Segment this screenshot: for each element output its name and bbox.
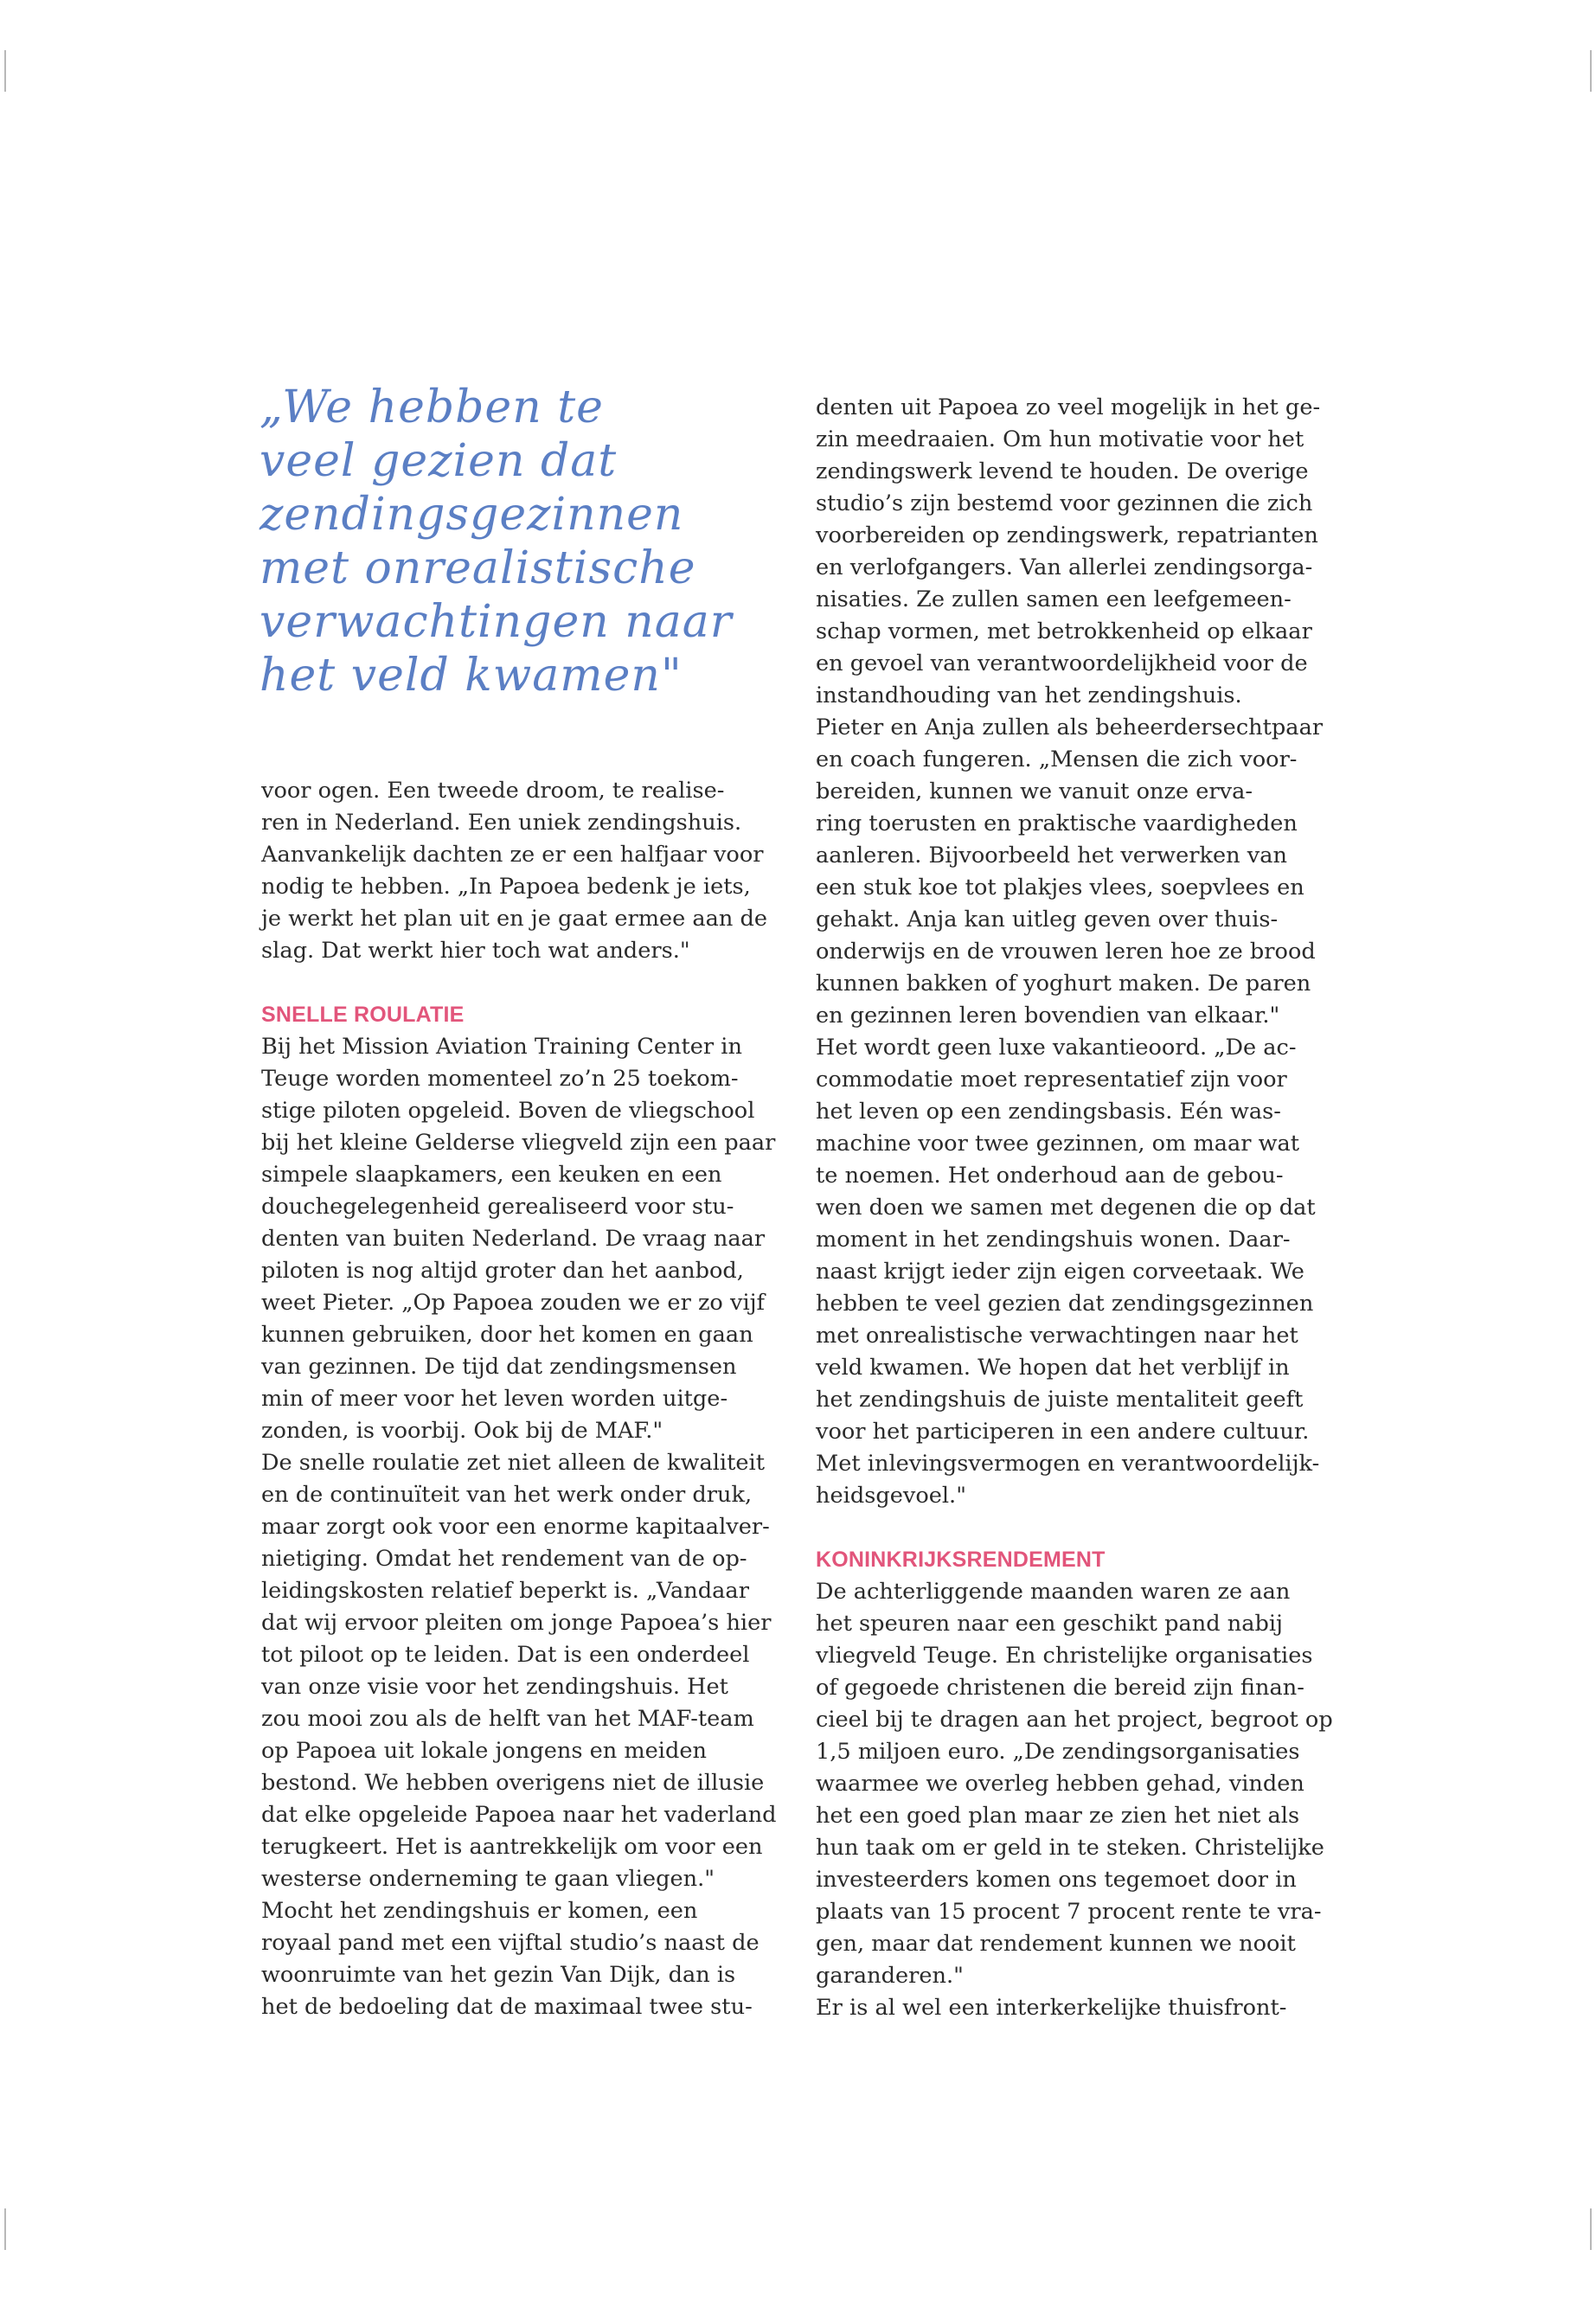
text-line: simpele slaapkamers, een keuken en een <box>261 1162 722 1188</box>
text-line: hun taak om er geld in te steken. Christelijke <box>816 1835 1324 1861</box>
text-line: en gezinnen leren bovendien van elkaar." <box>816 1003 1280 1029</box>
text-line: De snelle roulatie zet niet alleen de kwaliteit <box>261 1450 765 1476</box>
pull-quote-line: met onrealistische <box>260 542 696 594</box>
text-line: Het wordt geen luxe vakantieoord. „De ac- <box>816 1035 1297 1061</box>
text-line: zou mooi zou als de helft van het MAF-team <box>261 1706 754 1732</box>
text-line: voorbereiden op zendingswerk, repatrianten <box>816 522 1318 548</box>
text-line: Er is al wel een interkerkelijke thuisfront- <box>816 1995 1287 2021</box>
text-line: gehakt. Anja kan uitleg geven over thuis- <box>816 907 1279 933</box>
text-line: voor ogen. Een tweede droom, te realise- <box>261 778 725 804</box>
pull-quote-line: zendingsgezinnen <box>260 489 684 541</box>
text-line: nodig te hebben. „In Papoea bedenk je iets, <box>261 874 751 900</box>
text-line: investeerders komen ons tegemoet door in <box>816 1867 1297 1893</box>
text-line: Met inlevingsvermogen en verantwoordelijk- <box>816 1451 1320 1477</box>
text-line: plaats van 15 procent 7 procent rente te vra- <box>816 1899 1322 1925</box>
text-line: het leven op een zendingsbasis. Eén was- <box>816 1099 1281 1125</box>
text-line: terugkeert. Het is aantrekkelijk om voor een <box>261 1834 763 1860</box>
text-line: Aanvankelijk dachten ze er een halfjaar voor <box>261 842 764 868</box>
right-column <box>816 392 1335 2024</box>
text-line: voor het participeren in een andere cultuur. <box>816 1419 1310 1445</box>
text-line: van onze visie voor het zendingshuis. Het <box>261 1674 728 1700</box>
text-line: kunnen gebruiken, door het komen en gaan <box>261 1322 753 1348</box>
text-line: ring toerusten en praktische vaardigheden <box>816 811 1298 836</box>
text-line: 1,5 miljoen euro. „De zendingsorganisaties <box>816 1739 1300 1765</box>
text-line: douchegelegenheid gerealiseerd voor stu- <box>261 1194 734 1220</box>
text-line: dat elke opgeleide Papoea naar het vaderland <box>261 1802 777 1828</box>
text-line: zonden, is voorbij. Ook bij de MAF." <box>261 1418 663 1444</box>
left-section-body <box>261 1031 780 2023</box>
text-line: Mocht het zendingshuis er komen, een <box>261 1898 698 1924</box>
text-line: royaal pand met een vijftal studio’s naast de <box>261 1930 760 1956</box>
text-line: je werkt het plan uit en je gaat ermee aan de <box>261 906 768 932</box>
crop-mark-bottom-right <box>1590 2208 1592 2250</box>
pull-quote-line: het veld kwamen" <box>260 650 683 702</box>
text-line: en coach fungeren. „Mensen die zich voor- <box>816 747 1298 772</box>
text-line: het zendingshuis de juiste mentaliteit geeft <box>816 1387 1304 1413</box>
text-line: zin meedraaien. Om hun motivatie voor het <box>816 426 1304 452</box>
text-line: machine voor twee gezinnen, om maar wat <box>816 1131 1300 1157</box>
pull-quote <box>260 381 779 702</box>
text-line: ren in Nederland. Een uniek zendingshuis. <box>261 810 742 836</box>
paragraph-gap <box>816 1512 1335 1544</box>
text-line: stige piloten opgeleid. Boven de vliegschool <box>261 1098 755 1124</box>
text-line: westerse onderneming te gaan vliegen." <box>261 1866 715 1892</box>
text-line: woonruimte van het gezin Van Dijk, dan is <box>261 1962 736 1988</box>
left-intro-paragraph <box>261 775 780 967</box>
text-line: Bij het Mission Aviation Training Center in <box>261 1034 742 1060</box>
text-line: bij het kleine Gelderse vliegveld zijn een paar <box>261 1130 776 1156</box>
text-line: vliegveld Teuge. En christelijke organisaties <box>816 1643 1313 1669</box>
text-line: slag. Dat werkt hier toch wat anders." <box>261 938 690 964</box>
text-line: weet Pieter. „Op Papoea zouden we er zo vijf <box>261 1290 766 1316</box>
text-line: garanderen." <box>816 1963 964 1989</box>
text-line: denten van buiten Nederland. De vraag naar <box>261 1226 766 1252</box>
text-line: leidingskosten relatief beperkt is. „Vandaar <box>261 1578 749 1604</box>
text-line: hebben te veel gezien dat zendingsgezinnen <box>816 1291 1314 1317</box>
text-line: het een goed plan maar ze zien het niet als <box>816 1803 1300 1829</box>
right-section-body <box>816 1576 1335 2024</box>
text-line: het de bedoeling dat de maximaal twee stu- <box>261 1994 753 2020</box>
pull-quote-line: verwachtingen naar <box>260 596 733 648</box>
text-line: moment in het zendingshuis wonen. Daar- <box>816 1227 1291 1253</box>
right-intro-paragraph <box>816 392 1335 1512</box>
text-line: De achterliggende maanden waren ze aan <box>816 1579 1291 1605</box>
text-line: of gegoede christenen die bereid zijn finan- <box>816 1675 1304 1701</box>
text-line: cieel bij te dragen aan het project, begroot op <box>816 1707 1333 1733</box>
text-line: met onrealistische verwachtingen naar het <box>816 1323 1298 1349</box>
text-line: en gevoel van verantwoordelijkheid voor de <box>816 651 1308 676</box>
crop-mark-bottom-left <box>4 2208 6 2250</box>
text-line: nisaties. Ze zullen samen een leefgemeen- <box>816 586 1292 612</box>
text-line: min of meer voor het leven worden uitge- <box>261 1386 728 1412</box>
text-line: piloten is nog altijd groter dan het aanbod, <box>261 1258 744 1284</box>
text-line: onderwijs en de vrouwen leren hoe ze brood <box>816 939 1316 965</box>
crop-mark-top-right <box>1590 50 1592 92</box>
pull-quote-line: veel gezien dat <box>260 435 618 487</box>
text-line: en verlofgangers. Van allerlei zendingsorga- <box>816 554 1313 580</box>
section-heading-snelle-roulatie: SNELLE ROULATIE <box>261 1003 465 1027</box>
text-line: maar zorgt ook voor een enorme kapitaalver- <box>261 1514 770 1540</box>
text-line: aanleren. Bijvoorbeeld het verwerken van <box>816 843 1287 868</box>
text-line: denten uit Papoea zo veel mogelijk in het ge- <box>816 394 1321 420</box>
text-line: te noemen. Het onderhoud aan de gebou- <box>816 1163 1284 1189</box>
text-line: bestond. We hebben overigens niet de illusie <box>261 1770 765 1796</box>
paragraph-gap <box>261 967 780 999</box>
text-line: Pieter en Anja zullen als beheerdersechtpaar <box>816 715 1324 740</box>
text-line: nietiging. Omdat het rendement van de op- <box>261 1546 747 1572</box>
text-line: bereiden, kunnen we vanuit onze erva- <box>816 779 1253 804</box>
text-line: waarmee we overleg hebben gehad, vinden <box>816 1771 1304 1797</box>
text-line: zendingswerk levend te houden. De overige <box>816 458 1309 484</box>
section-heading-koninkrijksrendement: KONINKRIJKSRENDEMENT <box>816 1548 1106 1572</box>
text-line: commodatie moet representatief zijn voor <box>816 1067 1287 1093</box>
text-line: instandhouding van het zendingshuis. <box>816 683 1242 708</box>
text-line: wen doen we samen met degenen die op dat <box>816 1195 1316 1221</box>
text-line: studio’s zijn bestemd voor gezinnen die zich <box>816 490 1313 516</box>
pull-quote-line: „We hebben te <box>260 381 604 433</box>
text-line: schap vormen, met betrokkenheid op elkaar <box>816 619 1312 644</box>
text-line: dat wij ervoor pleiten om jonge Papoea’s hier <box>261 1610 772 1636</box>
text-line: tot piloot op te leiden. Dat is een onderdeel <box>261 1642 750 1668</box>
text-line: naast krijgt ieder zijn eigen corveetaak. We <box>816 1259 1304 1285</box>
text-line: een stuk koe tot plakjes vlees, soepvlees en <box>816 875 1304 901</box>
text-line: gen, maar dat rendement kunnen we nooit <box>816 1931 1296 1957</box>
left-column <box>261 775 780 2023</box>
text-line: Teuge worden momenteel zo’n 25 toekom- <box>261 1066 739 1092</box>
text-line: kunnen bakken of yoghurt maken. De paren <box>816 971 1311 997</box>
text-line: op Papoea uit lokale jongens en meiden <box>261 1738 707 1764</box>
text-line: en de continuïteit van het werk onder druk, <box>261 1482 753 1508</box>
text-line: heidsgevoel." <box>816 1483 966 1509</box>
text-line: veld kwamen. We hopen dat het verblijf in <box>816 1355 1290 1381</box>
text-line: van gezinnen. De tijd dat zendingsmensen <box>261 1354 737 1380</box>
crop-mark-top-left <box>4 50 6 92</box>
text-line: het speuren naar een geschikt pand nabij <box>816 1611 1283 1637</box>
